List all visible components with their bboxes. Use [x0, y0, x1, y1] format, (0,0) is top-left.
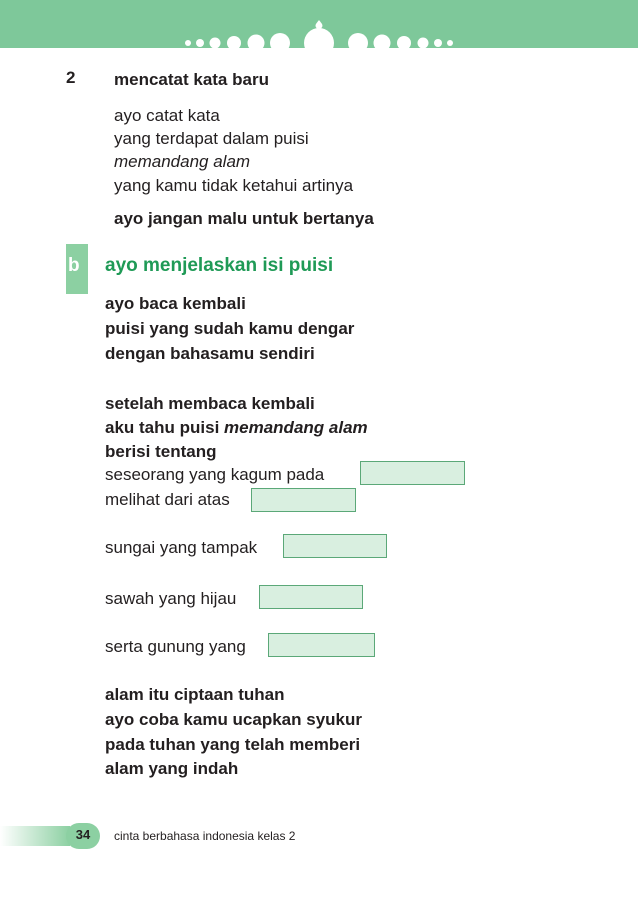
section-heading: ayo menjelaskan isi puisi [105, 255, 334, 276]
closing-line: ayo jangan malu untuk bertanya [114, 209, 374, 228]
poem-title: memandang alam [224, 418, 368, 437]
fill-in-prompt: melihat dari atas [105, 490, 230, 509]
fill-in-prompt: seseorang yang kagum pada [105, 465, 325, 484]
instruction-line [105, 416, 368, 440]
fill-in-prompt: sungai yang tampak [105, 538, 258, 557]
closing-line: alam yang indah [105, 759, 239, 778]
book-title: cinta berbahasa indonesia kelas 2 [114, 829, 296, 843]
section-letter: b [68, 255, 80, 276]
instruction-line: setelah membaca kembali [105, 394, 315, 413]
section-number: 2 [66, 68, 76, 87]
instruction-prefix: aku tahu puisi [105, 418, 225, 437]
answer-blank[interactable] [251, 488, 356, 512]
answer-blank[interactable] [259, 585, 363, 609]
answer-blank[interactable] [268, 633, 375, 657]
instruction-line: berisi tentang [105, 442, 217, 461]
fill-in-prompt: sawah yang hijau [105, 589, 237, 608]
answer-blank[interactable] [360, 461, 465, 485]
closing-line: ayo coba kamu ucapkan syukur [105, 710, 362, 729]
section-title: mencatat kata baru [114, 70, 269, 89]
poem-line: yang kamu tidak ketahui artinya [114, 176, 354, 195]
footer-band [0, 826, 70, 846]
answer-blank[interactable] [283, 534, 387, 558]
header-dots-ornament [0, 0, 638, 70]
instruction-line: dengan bahasamu sendiri [105, 344, 315, 363]
page-number: 34 [75, 827, 91, 842]
fill-in-prompt: serta gunung yang [105, 637, 246, 656]
instruction-line: puisi yang sudah kamu dengar [105, 319, 355, 338]
poem-title-line: memandang alam [114, 152, 251, 171]
instruction-line: ayo baca kembali [105, 294, 246, 313]
poem-line: ayo catat kata [114, 106, 220, 125]
closing-line: alam itu ciptaan tuhan [105, 685, 285, 704]
closing-line: pada tuhan yang telah memberi [105, 735, 361, 754]
poem-line: yang terdapat dalam puisi [114, 129, 309, 148]
